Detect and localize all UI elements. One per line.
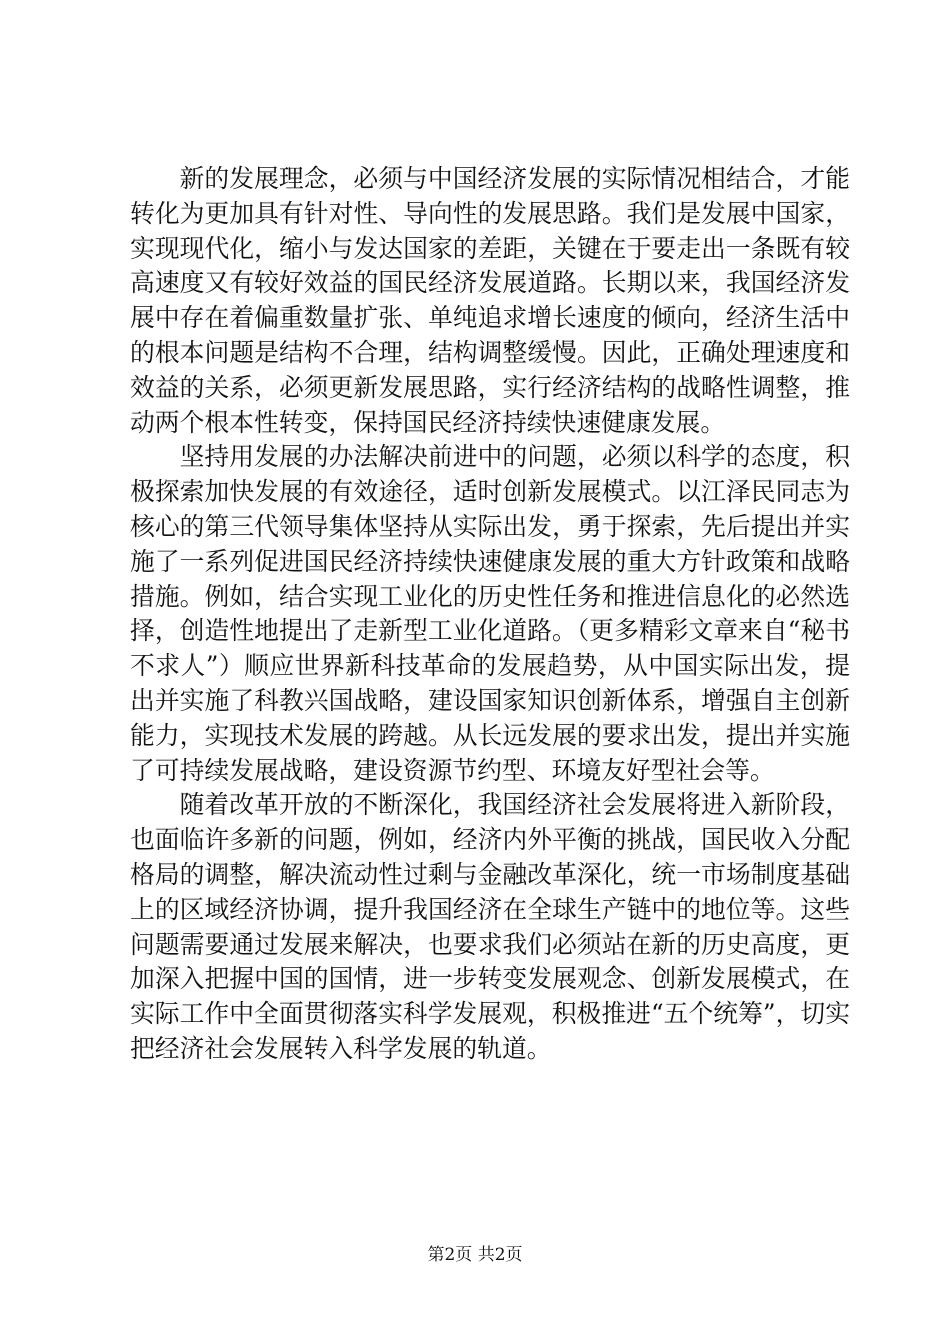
- paragraph-1: 新的发展理念，必须与中国经济发展的实际情况相结合，才能转化为更加具有针对性、导向性的发展思路。我们是发展中国家，实现现代化，缩小与发达国家的差距，关键在于要走出一条既有较高速度又有较好效益的国民经济发展道路。长期以来，我国经济发展中存在着偏重数量扩张、单纯追求增长速度的倾向，经济生活中的根本问题是结构不合理，结构调整缓慢。因此，正确处理速度和效益的关系，必须更新发展思路，实行经济结构的战略性调整，推动两个根本性转变，保持国民经济持续快速健康发展。: [130, 164, 850, 437]
- paragraph-3: 随着改革开放的不断深化，我国经济社会发展将进入新阶段，也面临许多新的问题，例如，经济内外平衡的挑战，国民收入分配格局的调整，解决流动性过剩与金融改革深化，统一市场制度基础上的区域经济协调，提升我国经济在全球生产链中的地位等。这些问题需要通过发展来解决，也要求我们必须站在新的历史高度，更加深入把握中国的国情，进一步转变发展观念、创新发展模式，在实际工作中全面贯彻落实科学发展观，积极推进“五个统筹”，切实把经济社会发展转入科学发展的轨道。: [130, 790, 850, 1063]
- page-number-footer: 第2页 共2页: [427, 1245, 523, 1265]
- paragraph-2: 坚持用发展的办法解决前进中的问题，必须以科学的态度，积极探索加快发展的有效途径，适时创新发展模式。以江泽民同志为核心的第三代领导集体坚持从实际出发，勇于探索，先后提出并实施了一系列促进国民经济持续快速健康发展的重大方针政策和战略措施。例如，结合实现工业化的历史性任务和推进信息化的必然选择，创造性地提出了走新型工业化道路。（更多精彩文章来自“秘书不求人”）顺应世界新科技革命的发展趋势，从中国实际出发，提出并实施了科教兴国战略，建设国家知识创新体系，增强自主创新能力，实现技术发展的跨越。从长远发展的要求出发，提出并实施了可持续发展战略，建设资源节约型、环境友好型社会等。: [130, 442, 850, 785]
- document-body: [130, 162, 850, 1067]
